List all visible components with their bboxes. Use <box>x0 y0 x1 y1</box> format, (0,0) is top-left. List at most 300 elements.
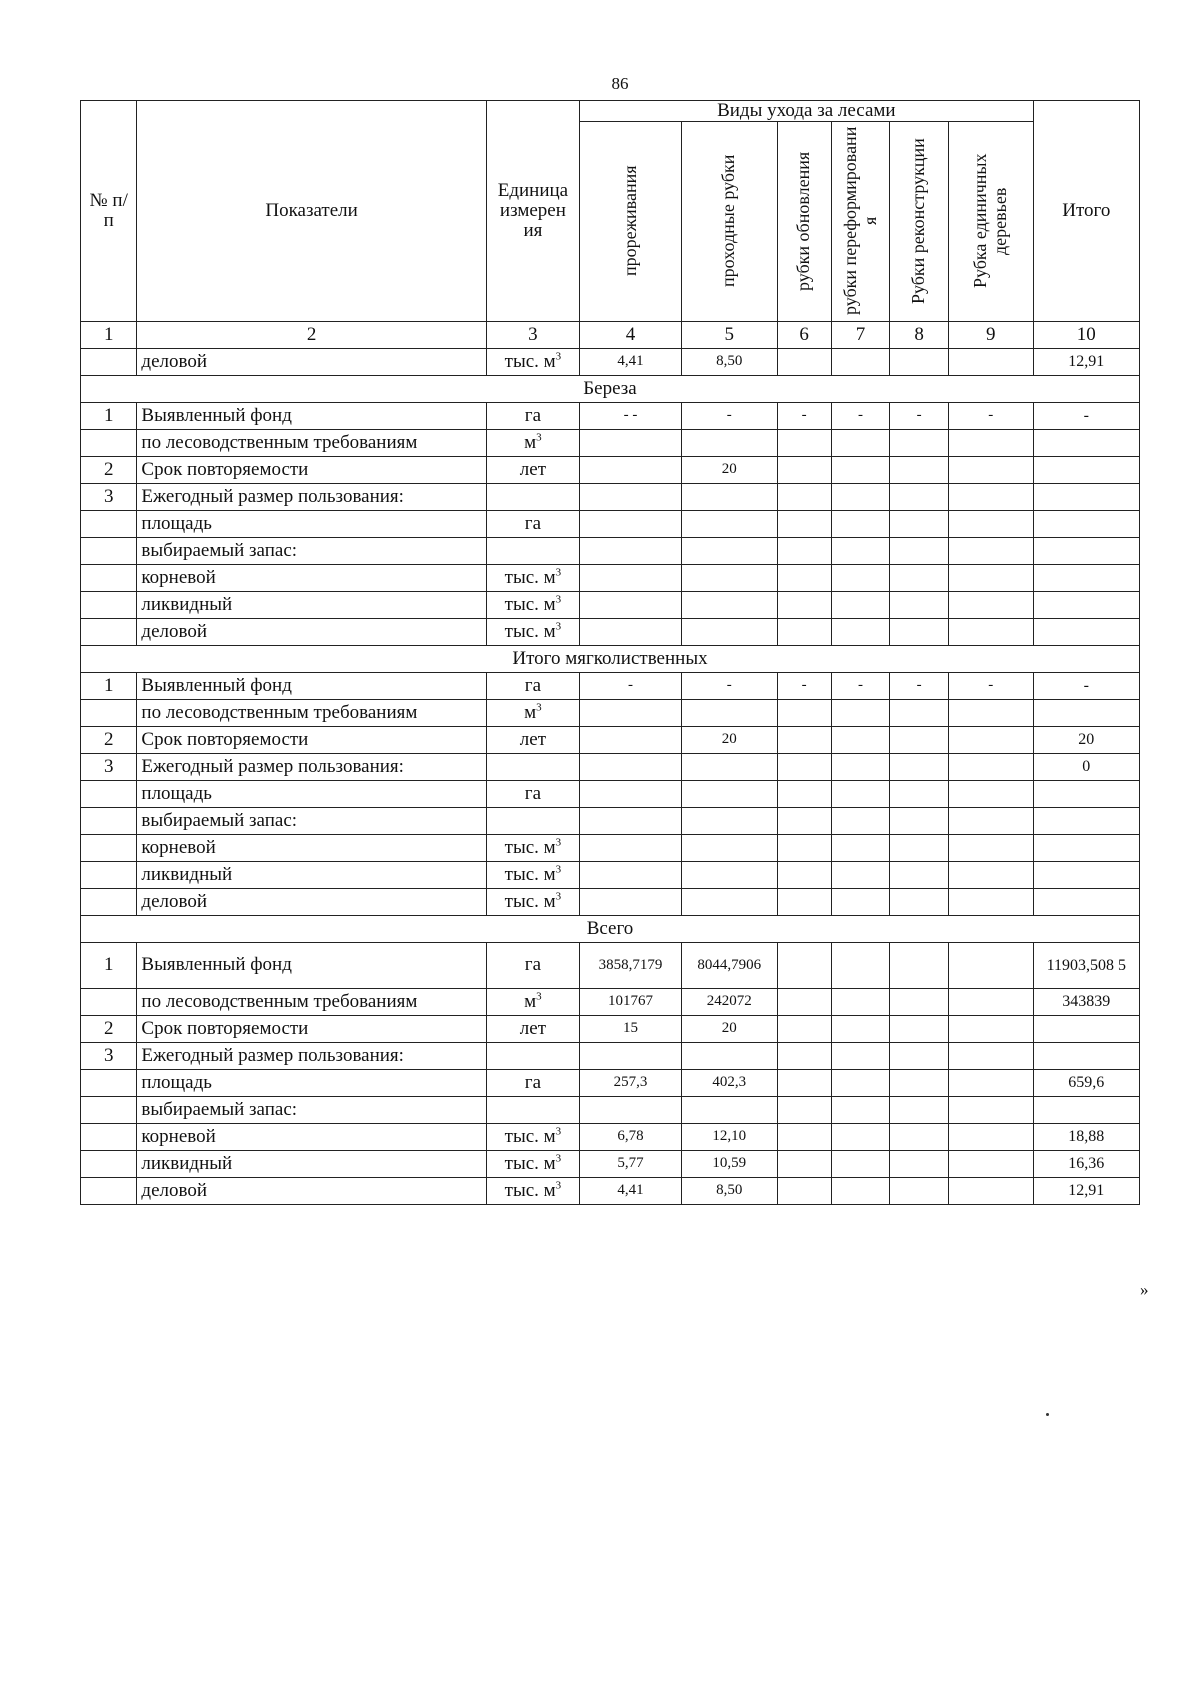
row-label: по лесоводственным требованиям <box>137 988 486 1015</box>
value-cell <box>948 726 1033 753</box>
value-cell <box>890 726 949 753</box>
table-row <box>81 807 1140 834</box>
value-cell <box>682 888 777 915</box>
row-unit <box>486 1177 579 1204</box>
unit-exponent: 3 <box>536 431 542 444</box>
total-cell: 20 <box>1033 726 1139 753</box>
unit-text: м <box>524 990 537 1012</box>
unit-exponent: 3 <box>555 1125 562 1138</box>
header-type-single-tree-cutting: Рубка единичных деревьев <box>948 121 1033 321</box>
value-cell <box>890 780 949 807</box>
value-cell <box>831 888 890 915</box>
row-number <box>81 780 137 807</box>
row-label: площадь <box>137 1069 486 1096</box>
row-label: по лесоводственным требованиям <box>137 429 486 456</box>
row-label: деловой <box>137 618 486 645</box>
value-cell <box>682 1042 777 1069</box>
unit-text: тыс. м <box>504 890 556 912</box>
unit-exponent: 3 <box>555 863 562 876</box>
column-number: 7 <box>831 321 890 348</box>
value-cell <box>777 753 831 780</box>
value-cell: 5,77 <box>580 1150 682 1177</box>
value-cell <box>890 429 949 456</box>
row-label: деловой <box>137 348 486 375</box>
value-cell <box>777 1069 831 1096</box>
value-cell: 8044,7906 <box>682 942 777 988</box>
row-number <box>81 988 137 1015</box>
value-cell: 402,3 <box>682 1069 777 1096</box>
value-cell: - <box>890 672 949 699</box>
value-cell <box>890 807 949 834</box>
value-cell <box>890 1069 949 1096</box>
value-cell: - <box>682 672 777 699</box>
unit-exponent: 3 <box>536 701 542 714</box>
row-number <box>81 834 137 861</box>
value-cell <box>948 483 1033 510</box>
total-cell <box>1033 1042 1139 1069</box>
value-cell <box>682 429 777 456</box>
row-number: 3 <box>81 1042 137 1069</box>
header-indicators: Показатели <box>137 101 486 322</box>
row-number: 3 <box>81 753 137 780</box>
row-unit <box>486 753 579 780</box>
unit-exponent: 3 <box>555 1179 562 1192</box>
unit-exponent: 3 <box>555 350 562 363</box>
unit-text: тыс. м <box>504 350 556 372</box>
unit-text: тыс. м <box>504 1179 556 1201</box>
header-type-reformation-cutting: рубки переформировани я <box>831 121 890 321</box>
row-label: площадь <box>137 780 486 807</box>
value-cell <box>831 861 890 888</box>
row-unit <box>486 1069 579 1096</box>
row-number <box>81 861 137 888</box>
total-cell: 659,6 <box>1033 1069 1139 1096</box>
table-row <box>81 537 1140 564</box>
unit-exponent: 3 <box>555 593 562 606</box>
table-row <box>81 672 1140 699</box>
value-cell <box>580 807 682 834</box>
total-cell <box>1033 591 1139 618</box>
row-unit <box>486 1150 579 1177</box>
value-cell <box>580 834 682 861</box>
row-unit <box>486 780 579 807</box>
row-number <box>81 510 137 537</box>
value-cell <box>948 834 1033 861</box>
value-cell: - <box>777 402 831 429</box>
value-cell <box>831 591 890 618</box>
column-number: 6 <box>777 321 831 348</box>
total-cell <box>1033 1096 1139 1123</box>
row-unit <box>486 1015 579 1042</box>
row-unit <box>486 510 579 537</box>
value-cell: - <box>777 672 831 699</box>
section-row <box>81 915 1140 942</box>
value-cell <box>831 429 890 456</box>
value-cell: 15 <box>580 1015 682 1042</box>
value-cell <box>777 483 831 510</box>
row-label: Срок повторяемости <box>137 1015 486 1042</box>
value-cell <box>948 456 1033 483</box>
unit-text: тыс. м <box>504 1125 556 1147</box>
value-cell <box>890 591 949 618</box>
unit-text: м <box>524 431 537 453</box>
row-label: Ежегодный размер пользования: <box>137 483 486 510</box>
row-unit <box>486 672 579 699</box>
value-cell <box>777 1015 831 1042</box>
total-cell: 12,91 <box>1033 348 1139 375</box>
value-cell <box>777 699 831 726</box>
row-number <box>81 1177 137 1204</box>
value-cell <box>580 780 682 807</box>
value-cell <box>831 780 890 807</box>
value-cell <box>831 1177 890 1204</box>
unit-text: тыс. м <box>504 1152 556 1174</box>
row-number <box>81 1096 137 1123</box>
row-number <box>81 429 137 456</box>
value-cell <box>890 537 949 564</box>
value-cell <box>580 564 682 591</box>
value-cell <box>831 510 890 537</box>
value-cell: 6,78 <box>580 1123 682 1150</box>
unit-text: лет <box>519 728 547 750</box>
value-cell: 257,3 <box>580 1069 682 1096</box>
unit-text: га <box>524 782 542 804</box>
value-cell <box>777 942 831 988</box>
value-cell <box>580 591 682 618</box>
row-number <box>81 618 137 645</box>
value-cell <box>777 1123 831 1150</box>
value-cell <box>948 1123 1033 1150</box>
total-cell <box>1033 807 1139 834</box>
value-cell <box>831 988 890 1015</box>
unit-text: м <box>524 701 537 723</box>
value-cell <box>890 834 949 861</box>
value-cell <box>682 537 777 564</box>
value-cell: - <box>580 672 682 699</box>
value-cell <box>580 429 682 456</box>
row-label: Выявленный фонд <box>137 942 486 988</box>
row-number: 1 <box>81 672 137 699</box>
table-row <box>81 348 1140 375</box>
row-label: корневой <box>137 834 486 861</box>
unit-exponent: 3 <box>555 620 562 633</box>
value-cell <box>682 780 777 807</box>
value-cell <box>948 564 1033 591</box>
table-row <box>81 780 1140 807</box>
table-row <box>81 483 1140 510</box>
value-cell <box>682 1096 777 1123</box>
value-cell <box>777 1177 831 1204</box>
value-cell <box>682 807 777 834</box>
value-cell <box>831 942 890 988</box>
value-cell: 10,59 <box>682 1150 777 1177</box>
value-cell <box>831 1096 890 1123</box>
total-cell: 11903,508 5 <box>1033 942 1139 988</box>
value-cell: 8,50 <box>682 348 777 375</box>
value-cell: - <box>948 672 1033 699</box>
table-row <box>81 402 1140 429</box>
header-unit: Единица измерен ия <box>486 101 579 322</box>
value-cell <box>890 1042 949 1069</box>
table-row <box>81 834 1140 861</box>
value-cell: 8,50 <box>682 1177 777 1204</box>
value-cell <box>777 726 831 753</box>
value-cell <box>777 537 831 564</box>
value-cell <box>948 1015 1033 1042</box>
value-cell <box>948 942 1033 988</box>
total-cell: 16,36 <box>1033 1150 1139 1177</box>
section-row <box>81 645 1140 672</box>
value-cell <box>948 988 1033 1015</box>
value-cell <box>831 1069 890 1096</box>
unit-text: га <box>524 512 542 534</box>
value-cell <box>777 1042 831 1069</box>
row-unit <box>486 483 579 510</box>
table-row <box>81 510 1140 537</box>
value-cell <box>777 780 831 807</box>
total-cell: 18,88 <box>1033 1123 1139 1150</box>
forest-care-table <box>80 100 1140 1205</box>
header-type-passage-cutting: проходные рубки <box>682 121 777 321</box>
value-cell <box>831 456 890 483</box>
table-body <box>81 348 1140 1204</box>
header-type-reconstruction-cutting: Рубки реконструкции <box>890 121 949 321</box>
value-cell <box>831 1150 890 1177</box>
table-row <box>81 456 1140 483</box>
value-cell: 20 <box>682 726 777 753</box>
value-cell <box>831 834 890 861</box>
row-unit <box>486 888 579 915</box>
value-cell <box>831 699 890 726</box>
unit-text: лет <box>519 458 547 480</box>
row-unit <box>486 402 579 429</box>
value-cell <box>948 348 1033 375</box>
value-cell <box>890 888 949 915</box>
value-cell <box>890 564 949 591</box>
row-number <box>81 1150 137 1177</box>
table-row <box>81 429 1140 456</box>
table-row <box>81 888 1140 915</box>
value-cell <box>682 861 777 888</box>
unit-text: га <box>524 674 542 696</box>
unit-exponent: 3 <box>555 566 562 579</box>
section-title: Береза <box>81 375 1140 402</box>
row-number: 1 <box>81 942 137 988</box>
value-cell <box>890 753 949 780</box>
header-total: Итого <box>1033 101 1139 322</box>
row-unit <box>486 429 579 456</box>
total-cell <box>1033 537 1139 564</box>
row-unit <box>486 1042 579 1069</box>
unit-text: тыс. м <box>504 566 556 588</box>
table-row <box>81 753 1140 780</box>
table-row <box>81 591 1140 618</box>
row-number <box>81 348 137 375</box>
value-cell <box>777 429 831 456</box>
row-label: площадь <box>137 510 486 537</box>
value-cell <box>777 807 831 834</box>
value-cell <box>831 618 890 645</box>
total-cell <box>1033 456 1139 483</box>
value-cell <box>580 456 682 483</box>
column-number: 4 <box>580 321 682 348</box>
row-unit <box>486 618 579 645</box>
value-cell <box>682 753 777 780</box>
value-cell <box>777 834 831 861</box>
value-cell <box>682 834 777 861</box>
column-number: 9 <box>948 321 1033 348</box>
value-cell <box>580 618 682 645</box>
value-cell <box>831 753 890 780</box>
value-cell: - <box>682 402 777 429</box>
value-cell <box>890 1015 949 1042</box>
value-cell <box>831 807 890 834</box>
value-cell <box>580 483 682 510</box>
value-cell <box>777 988 831 1015</box>
value-cell <box>777 1150 831 1177</box>
table-row <box>81 1069 1140 1096</box>
table-row <box>81 618 1140 645</box>
header-type-renewal-cutting: рубки обновления <box>777 121 831 321</box>
row-label: Ежегодный размер пользования: <box>137 1042 486 1069</box>
value-cell <box>580 1042 682 1069</box>
value-cell <box>948 807 1033 834</box>
total-cell <box>1033 861 1139 888</box>
row-number <box>81 537 137 564</box>
value-cell <box>682 564 777 591</box>
row-unit <box>486 348 579 375</box>
column-number: 1 <box>81 321 137 348</box>
value-cell <box>580 753 682 780</box>
header-type-thinning: прореживания <box>580 121 682 321</box>
value-cell <box>831 564 890 591</box>
value-cell <box>948 699 1033 726</box>
value-cell <box>682 483 777 510</box>
total-cell: 0 <box>1033 753 1139 780</box>
total-cell <box>1033 564 1139 591</box>
unit-exponent: 3 <box>555 836 562 849</box>
value-cell <box>948 510 1033 537</box>
value-cell: - <box>831 672 890 699</box>
total-cell: 343839 <box>1033 988 1139 1015</box>
row-label: корневой <box>137 564 486 591</box>
unit-text: тыс. м <box>504 863 556 885</box>
row-label: ликвидный <box>137 1150 486 1177</box>
value-cell: - - <box>580 402 682 429</box>
value-cell <box>890 1123 949 1150</box>
value-cell <box>831 726 890 753</box>
value-cell <box>948 753 1033 780</box>
value-cell <box>777 456 831 483</box>
value-cell <box>948 1069 1033 1096</box>
row-number: 2 <box>81 726 137 753</box>
row-number: 3 <box>81 483 137 510</box>
value-cell <box>948 861 1033 888</box>
table-row <box>81 564 1140 591</box>
table-row <box>81 861 1140 888</box>
value-cell <box>948 1096 1033 1123</box>
value-cell <box>777 888 831 915</box>
row-label: деловой <box>137 888 486 915</box>
total-cell <box>1033 429 1139 456</box>
section-title: Всего <box>81 915 1140 942</box>
row-number <box>81 591 137 618</box>
value-cell <box>890 942 949 988</box>
row-number <box>81 564 137 591</box>
value-cell <box>831 1015 890 1042</box>
value-cell <box>890 699 949 726</box>
value-cell <box>948 780 1033 807</box>
unit-text: га <box>524 954 542 976</box>
row-unit <box>486 807 579 834</box>
row-unit <box>486 699 579 726</box>
value-cell <box>890 348 949 375</box>
row-label: выбираемый запас: <box>137 1096 486 1123</box>
table-row <box>81 726 1140 753</box>
table-row <box>81 942 1140 988</box>
value-cell <box>948 888 1033 915</box>
total-cell <box>1033 510 1139 537</box>
unit-text: лет <box>519 1017 547 1039</box>
value-cell <box>890 1096 949 1123</box>
unit-exponent: 3 <box>536 990 542 1003</box>
row-label: Срок повторяемости <box>137 726 486 753</box>
value-cell <box>682 618 777 645</box>
value-cell <box>777 618 831 645</box>
value-cell <box>580 726 682 753</box>
table-row <box>81 1150 1140 1177</box>
value-cell <box>948 591 1033 618</box>
row-label: по лесоводственным требованиям <box>137 699 486 726</box>
table-row <box>81 1123 1140 1150</box>
section-row <box>81 375 1140 402</box>
row-unit <box>486 861 579 888</box>
page-number: 86 <box>611 74 629 93</box>
row-label: Выявленный фонд <box>137 402 486 429</box>
total-cell <box>1033 618 1139 645</box>
value-cell <box>890 988 949 1015</box>
row-label: деловой <box>137 1177 486 1204</box>
row-unit <box>486 564 579 591</box>
row-unit <box>486 456 579 483</box>
column-number: 10 <box>1033 321 1139 348</box>
value-cell <box>831 1123 890 1150</box>
value-cell: 20 <box>682 456 777 483</box>
total-cell <box>1033 1015 1139 1042</box>
table-row <box>81 988 1140 1015</box>
row-label: Выявленный фонд <box>137 672 486 699</box>
value-cell: 101767 <box>580 988 682 1015</box>
value-cell: - <box>948 402 1033 429</box>
value-cell <box>580 1096 682 1123</box>
value-cell <box>777 1096 831 1123</box>
row-unit <box>486 988 579 1015</box>
value-cell <box>948 1177 1033 1204</box>
scan-dot <box>1046 1413 1049 1416</box>
total-cell <box>1033 834 1139 861</box>
total-cell <box>1033 888 1139 915</box>
table-row <box>81 1042 1140 1069</box>
row-label: корневой <box>137 1123 486 1150</box>
value-cell: - <box>890 402 949 429</box>
column-number: 3 <box>486 321 579 348</box>
value-cell <box>948 537 1033 564</box>
unit-text: тыс. м <box>504 593 556 615</box>
row-unit <box>486 942 579 988</box>
column-number: 2 <box>137 321 486 348</box>
value-cell <box>831 1042 890 1069</box>
value-cell <box>948 1042 1033 1069</box>
